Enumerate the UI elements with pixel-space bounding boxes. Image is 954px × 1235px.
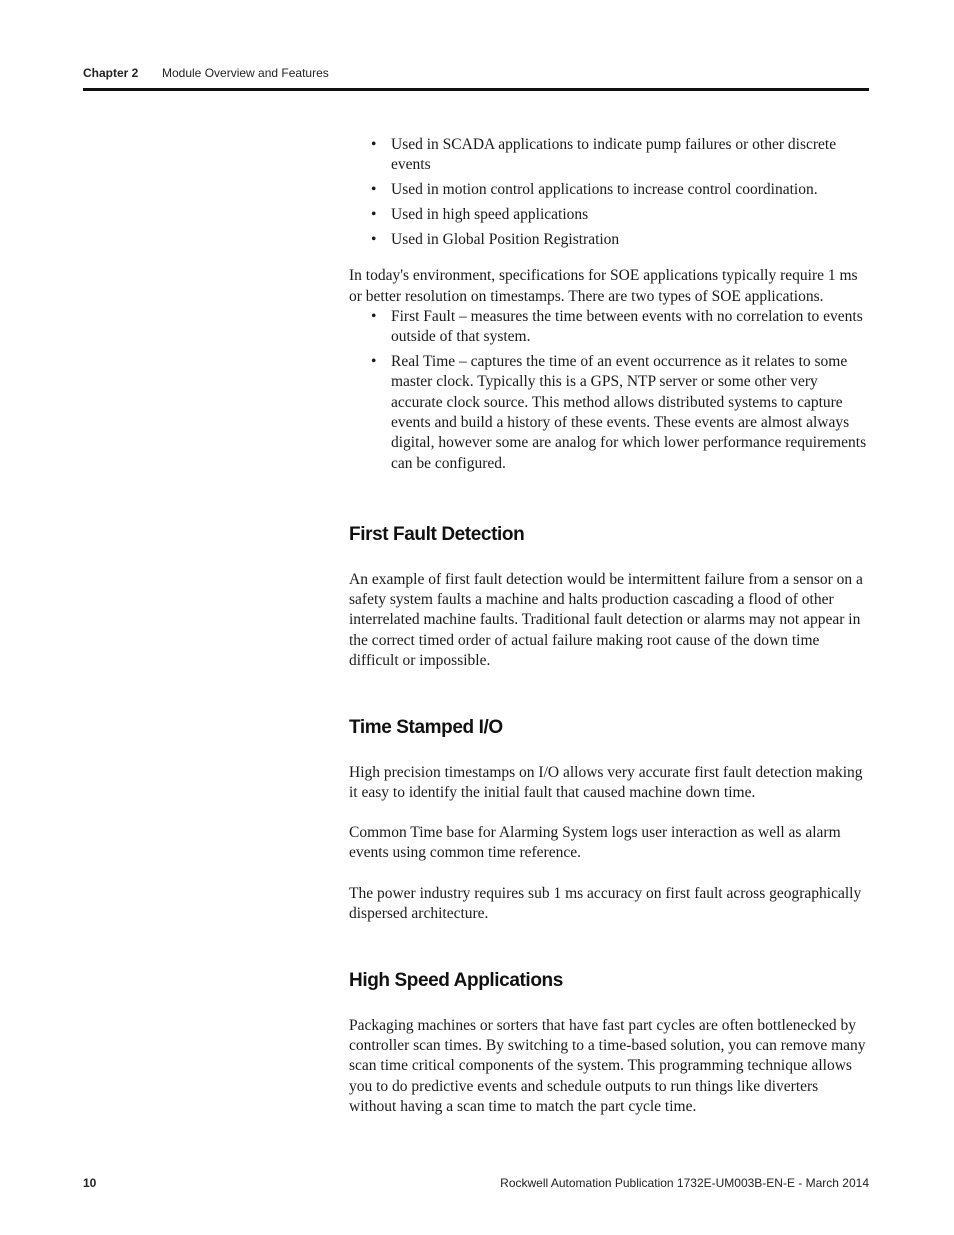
list-item: • Used in Global Position Registration <box>349 230 869 250</box>
list-item: • Real Time – captures the time of an event occurrence as it relates to some master clock. Typically this is a GPS, NTP server or some other very accurate clock source. This method allows distributed systems to capture events and build a history of these events. These events are almost always digital, however some are analog for which lower performance requirements can be configured. <box>349 352 869 474</box>
body-paragraph: The power industry requires sub 1 ms accuracy on first fault across geographically dispersed architecture. <box>349 884 862 923</box>
list-item: • Used in SCADA applications to indicate pump failures or other discrete events <box>349 135 869 176</box>
soe-types-list <box>349 307 869 474</box>
header-rule <box>83 88 869 91</box>
running-header <box>83 66 869 80</box>
list-item: • Used in high speed applications <box>349 205 869 225</box>
page-number: 10 <box>83 1176 97 1190</box>
body-paragraph: High precision timestamps on I/O allows very accurate first fault detection making it easy to identify the initial fault that caused machine down time. <box>349 763 863 801</box>
body-paragraph: Packaging machines or sorters that have fast part cycles are often bottlenecked by controller scan times. By switching to a time-based solution, you can remove many scan time critical components of the system. This programming technique allows you to do predictive events and schedule outputs to run things like diverters without having a scan time to match the part cycle time. <box>349 1016 866 1115</box>
body-paragraph: An example of first fault detection would be intermittent failure from a sensor on a safety system faults a machine and halts production cascading a flood of other interrelated machine faults. Traditional fault detection or alarms may not appear in the correct timed order of actual failure making root cause of the down time difficult or impossible. <box>349 570 863 669</box>
chapter-label: Chapter 2 <box>83 66 139 80</box>
main-content <box>349 135 869 1117</box>
page-footer <box>83 1176 869 1190</box>
section-heading: First Fault Detection <box>349 524 525 546</box>
section-title: Module Overview and Features <box>162 66 329 80</box>
body-paragraph: Common Time base for Alarming System logs user interaction as well as alarm events using common time reference. <box>349 824 841 862</box>
publication-info: Rockwell Automation Publication 1732E-UM003B-EN-E - March 2014 <box>500 1176 869 1190</box>
section-heading: Time Stamped I/O <box>349 717 503 739</box>
list-item: • Used in motion control applications to increase control coordination. <box>349 180 869 200</box>
list-item: • First Fault – measures the time between events with no correlation to events outside of that system. <box>349 307 869 348</box>
section-heading: High Speed Applications <box>349 970 563 992</box>
usage-bullet-list <box>349 135 869 250</box>
intro-paragraph: In today's environment, specifications for SOE applications typically require 1 ms or better resolution on timestamps. There are two types of SOE applications. <box>349 267 858 305</box>
